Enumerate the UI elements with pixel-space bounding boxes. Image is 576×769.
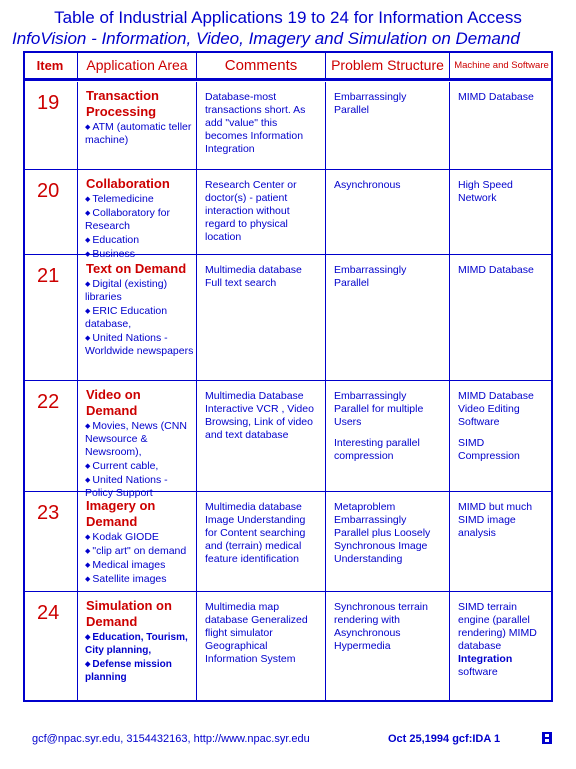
application-item-text: Collaboratory for Research <box>85 207 171 232</box>
footer-date: Oct 25,1994 gcf:IDA 1 <box>388 733 501 745</box>
header-application: Application Area <box>78 51 197 79</box>
bullet-icon: ◆ <box>85 477 91 484</box>
header-machine: Machine and Software <box>454 59 549 71</box>
application-item <box>78 631 196 657</box>
table-row <box>25 169 551 260</box>
comments-text <box>197 492 325 566</box>
item-cell <box>25 381 78 491</box>
comment-line: Multimedia database <box>205 264 302 276</box>
machine-cell <box>450 170 551 254</box>
application-cell <box>78 170 197 260</box>
comments-cell <box>197 492 326 591</box>
item-number: 22 <box>37 391 60 413</box>
machine-cell <box>450 255 551 380</box>
comments-text <box>197 255 325 290</box>
machine-text <box>450 82 551 104</box>
application-item-text: ATM (automatic teller machine) <box>85 121 192 146</box>
comments-text <box>197 381 325 442</box>
bullet-icon: ◆ <box>85 576 91 583</box>
machine-line: SIMD terrain engine (parallel rendering) MIMD database <box>458 601 537 652</box>
bullet-icon: ◆ <box>85 308 91 315</box>
problem-text <box>326 255 449 290</box>
bullet-icon: ◆ <box>85 196 91 203</box>
machine-line: software <box>458 666 498 678</box>
comments-cell <box>197 255 326 380</box>
machine-cell <box>450 82 551 169</box>
application-item <box>78 420 196 459</box>
application-item-text: Current cable, <box>92 460 159 472</box>
spacer <box>334 429 443 437</box>
comment-line: Multimedia Database <box>205 390 304 402</box>
application-item-text: Medical images <box>92 559 166 571</box>
table-row <box>25 591 551 700</box>
problem-text <box>326 381 449 463</box>
application-item <box>78 207 196 233</box>
item-number: 19 <box>37 92 60 114</box>
application-item <box>78 531 196 544</box>
problem-cell <box>326 170 450 254</box>
application-item-text: Defense mission planning <box>85 659 172 683</box>
application-item <box>78 545 196 558</box>
problem-cell <box>326 492 450 591</box>
bullet-icon: ◆ <box>85 281 91 288</box>
comment-line: Multimedia map database Generalized flight simulator Geographical Information System <box>205 601 308 665</box>
table-row <box>25 491 551 591</box>
footer-contact: gcf@npac.syr.edu, 3154432163, http://www.npac.syr.edu <box>32 733 310 745</box>
bullet-icon: ◆ <box>85 237 91 244</box>
page-title: Table of Industrial Applications 19 to 24 for Information Access <box>54 8 522 27</box>
application-item <box>78 234 196 247</box>
problem-line: Asynchronous <box>334 179 401 191</box>
header-item: Item <box>23 51 78 79</box>
machine-line: SIMD Compression <box>458 437 520 462</box>
bullet-icon: ◆ <box>85 210 91 217</box>
application-item-text: ERIC Education database, <box>85 305 168 330</box>
problem-line: Embarrassingly Parallel <box>334 91 407 116</box>
bullet-icon: ◆ <box>85 335 91 342</box>
problem-cell <box>326 82 450 169</box>
item-cell <box>25 592 78 700</box>
application-item-text: Satellite images <box>92 573 167 585</box>
problem-text <box>326 592 449 653</box>
problem-text <box>326 82 449 117</box>
comment-line: Image Understanding for Content searching and (terrain) medical feature identification <box>205 514 306 565</box>
application-item <box>78 121 196 147</box>
application-item-text: Education, Tourism, City planning, <box>85 632 188 656</box>
comment-line: Multimedia database <box>205 501 302 513</box>
bullet-icon: ◆ <box>85 251 91 258</box>
comments-cell <box>197 170 326 254</box>
problem-text <box>326 492 449 566</box>
table-row <box>25 82 551 169</box>
item-cell <box>25 255 78 380</box>
problem-line: Embarrassingly Parallel <box>334 264 407 289</box>
application-item <box>78 658 196 684</box>
application-title: Transaction Processing <box>86 88 159 119</box>
comments-cell <box>197 592 326 700</box>
bullet-icon: ◆ <box>85 634 91 641</box>
machine-text <box>450 381 551 463</box>
machine-cell <box>450 492 551 591</box>
bullet-icon: ◆ <box>85 562 91 569</box>
problem-line: Interesting parallel compression <box>334 437 420 462</box>
machine-line: MIMD Database <box>458 91 534 103</box>
application-title: Video on Demand <box>86 387 141 418</box>
header-comments: Comments <box>197 51 326 79</box>
application-cell <box>78 492 197 591</box>
problem-cell <box>326 592 450 700</box>
application-item-text: Digital (existing) libraries <box>85 278 168 303</box>
application-cell <box>78 255 197 380</box>
bullet-icon: ◆ <box>85 548 91 555</box>
spacer <box>458 429 545 437</box>
machine-text <box>450 592 551 679</box>
machine-line: Integration <box>458 653 513 665</box>
page-subtitle: InfoVision - Information, Video, Imagery and Simulation on Demand <box>12 29 520 48</box>
problem-text <box>326 170 449 192</box>
machine-line: High Speed Network <box>458 179 513 204</box>
problem-line: Metaproblem <box>334 501 396 513</box>
comment-line: Database-most transactions short. As add "value" this becomes Information Integration <box>205 91 306 155</box>
application-item-text: United Nations - Policy Support <box>85 474 168 499</box>
table-row <box>25 254 551 380</box>
machine-cell <box>450 381 551 491</box>
application-item-text: "clip art" on demand <box>92 545 187 557</box>
application-cell <box>78 381 197 499</box>
comment-line: Research Center or doctor(s) - patient interaction without regard to physical location <box>205 179 297 243</box>
application-item <box>78 193 196 206</box>
application-item <box>78 332 196 358</box>
problem-cell <box>326 255 450 380</box>
bullet-icon: ◆ <box>85 423 91 430</box>
item-number: 23 <box>37 502 60 524</box>
comment-line: Full text search <box>205 277 277 289</box>
application-cell <box>78 592 197 700</box>
header-divider <box>23 78 553 81</box>
header-problem: Problem Structure <box>326 51 450 79</box>
bullet-icon: ◆ <box>85 661 91 668</box>
item-number: 21 <box>37 265 60 287</box>
application-item <box>78 305 196 331</box>
application-title: Simulation on Demand <box>86 598 172 629</box>
application-cell <box>78 82 197 169</box>
item-cell <box>25 82 78 169</box>
problem-line: Embarrassingly Parallel for multiple Users <box>334 390 424 428</box>
machine-text <box>450 170 551 205</box>
application-item-text: Movies, News (CNN Newsource & Newsroom), <box>85 420 187 458</box>
application-item <box>78 460 196 473</box>
application-item-text: Business <box>92 248 135 260</box>
application-item-text: United Nations - Worldwide newspapers <box>85 332 194 357</box>
machine-line: MIMD Database Video Editing Software <box>458 390 534 428</box>
machine-text <box>450 492 551 540</box>
comment-line: Interactive VCR , Video Browsing, Link of video and text database <box>205 403 314 441</box>
table-row <box>25 380 551 499</box>
item-cell <box>25 170 78 254</box>
application-item-text: Telemedicine <box>92 193 154 205</box>
bullet-icon: ◆ <box>85 534 91 541</box>
item-number: 20 <box>37 180 60 202</box>
comments-cell <box>197 381 326 491</box>
application-item-text: Kodak GIODE <box>92 531 159 543</box>
comments-cell <box>197 82 326 169</box>
application-title: Imagery on Demand <box>86 498 156 529</box>
item-cell <box>25 492 78 591</box>
item-number: 24 <box>37 602 60 624</box>
comments-text <box>197 170 325 244</box>
problem-line: Embarrassingly Parallel plus Loosely Synchronous Image Understanding <box>334 514 431 565</box>
application-item <box>78 573 196 586</box>
slide-mark-icon <box>542 732 552 744</box>
comments-text <box>197 592 325 666</box>
application-item <box>78 559 196 572</box>
bullet-icon: ◆ <box>85 463 91 470</box>
machine-line: MIMD but much SIMD image analysis <box>458 501 533 539</box>
machine-text <box>450 255 551 277</box>
machine-cell <box>450 592 551 700</box>
bullet-icon: ◆ <box>85 124 91 131</box>
problem-line: Synchronous terrain rendering with Asynchronous Hypermedia <box>334 601 428 652</box>
table-header <box>23 51 553 79</box>
application-item <box>78 278 196 304</box>
application-title: Collaboration <box>86 176 170 191</box>
application-item-text: Education <box>92 234 140 246</box>
comments-text <box>197 82 325 156</box>
problem-cell <box>326 381 450 491</box>
machine-line: MIMD Database <box>458 264 534 276</box>
application-title: Text on Demand <box>86 261 187 276</box>
